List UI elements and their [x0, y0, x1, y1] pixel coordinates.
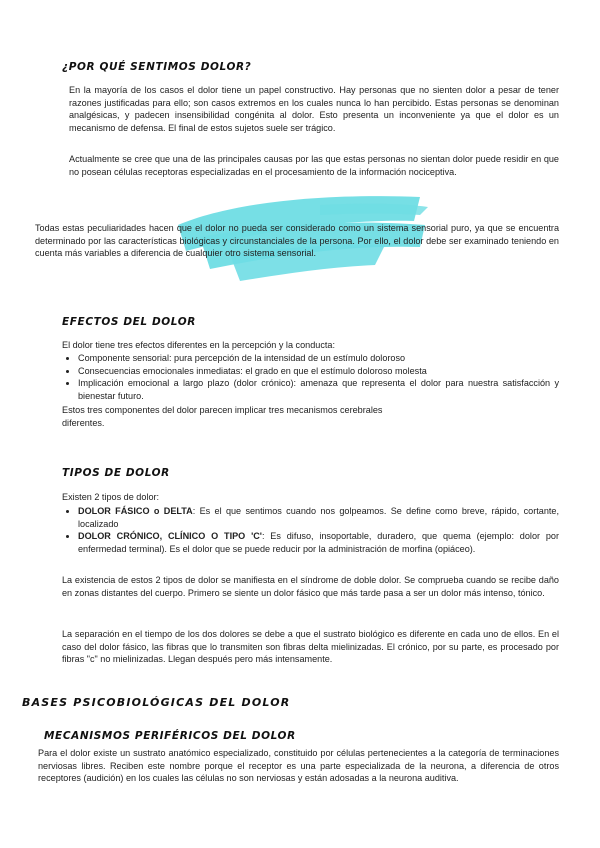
list-item-dolor-cronico — [78, 530, 559, 555]
paragraph-doble-dolor: La existencia de estos 2 tipos de dolor se manifiesta en el síndrome de doble dolor. Se comprueba cuando se recibe daño en zonas distantes del cuerpo. Primero se siente un dolor fásico que más tarde pasa a ser un dolor más intenso, tónico. — [62, 575, 559, 598]
paragraph-mecanismos-perifericos: Para el dolor existe un sustrato anatómico especializado, constituido por células pertenecientes a la categoría de terminaciones nerviosas libres. Reciben este nombre porque el receptor es una parte especializada de la neurona, a diferencia de otros receptores (audición) en los cuales las células no son nerviosas y están adosadas a la neurona auditiva. — [38, 748, 559, 784]
definition-dolor-fasico: : Es el que sentimos cuando nos golpeamos. Se define como breve, rápido, cortante, localizado — [78, 506, 559, 529]
term-dolor-fasico: DOLOR FÁSICO o DELTA — [78, 506, 193, 516]
heading-mecanismos-perifericos: MECANISMOS PERIFÉRICOS DEL DOLOR — [44, 730, 296, 742]
paragraph-causas: Actualmente se cree que una de las principales causas por las que estas personas no sientan dolor puede residir en que no posean células receptoras especializadas en el procesamiento de la información nociceptiva. — [69, 154, 559, 177]
heading-efectos-del-dolor: EFECTOS DEL DOLOR — [62, 316, 196, 328]
list-item: • Implicación emocional a largo plazo (dolor crónico): amenaza que representa el dolor para nuestra satisfacción y bienestar futuro. — [78, 377, 559, 402]
term-dolor-cronico: DOLOR CRÓNICO, CLÍNICO O TIPO 'C' — [78, 531, 262, 542]
paragraph-peculiaridades: Todas estas peculiaridades hacen que el dolor no pueda ser considerado como un sistema sensorial puro, ya que se encuentra determinado por las características biológicas y circunstanciales de la persona. Por ello, el dolor debe ser examinado teniendo en cuenta más variables a diferencia de cualquier otro sistema sensorial. — [35, 223, 559, 259]
heading-bases-psicobiologicas: BASES PSICOBIOLÓGICAS DEL DOLOR — [22, 696, 291, 709]
definition-dolor-cronico: : Es difuso, insoportable, duradero, que quema (ejemplo: dolor por enfermedad terminal). Es el dolor que se puede reducir por la administración de morfina (opiáceo). — [78, 531, 559, 554]
paragraph-tipos-intro: Existen 2 tipos de dolor: — [62, 492, 160, 502]
heading-tipos-de-dolor: TIPOS DE DOLOR — [62, 467, 170, 479]
heading-por-que-sentimos-dolor: ¿POR QUÉ SENTIMOS DOLOR? — [62, 61, 252, 73]
paragraph-efectos-outro: Estos tres componentes del dolor parecen implicar tres mecanismos cerebrales diferentes. — [62, 405, 383, 428]
list-tipos — [64, 505, 559, 555]
paragraph-separacion-temporal: La separación en el tiempo de los dos dolores se debe a que el sustrato biológico es diferente en cada uno de ellos. En el caso del dolor fásico, las fibras que lo transmiten son fibras delta mielinizadas. El crónico, por su parte, es procesado por fibras "c" no mielinizadas. Llegan después pero más intensamente. — [62, 629, 559, 665]
list-item: • Consecuencias emocionales inmediatas: el grado en que el estímulo doloroso molesta — [78, 365, 559, 378]
paragraph-efectos-intro: El dolor tiene tres efectos diferentes en la percepción y la conducta: — [62, 340, 335, 350]
list-item-dolor-fasico — [78, 505, 559, 530]
list-item: • Componente sensorial: pura percepción de la intensidad de un estímulo doloroso — [78, 352, 559, 365]
paragraph-analgesicas: En la mayoría de los casos el dolor tiene un papel constructivo. Hay personas que no sienten dolor a pesar de tener razones justificadas para ello; son casos extremos en los cuales nunca lo han percibido. Estas personas se denominan analgésicas, y padecen insensibilidad congénita al dolor. Esto presenta un inconveniente ya que el dolor es un mecanismo de defensa. El final de estos sujetos suele ser trágico. — [69, 85, 559, 133]
list-efectos — [64, 352, 559, 402]
